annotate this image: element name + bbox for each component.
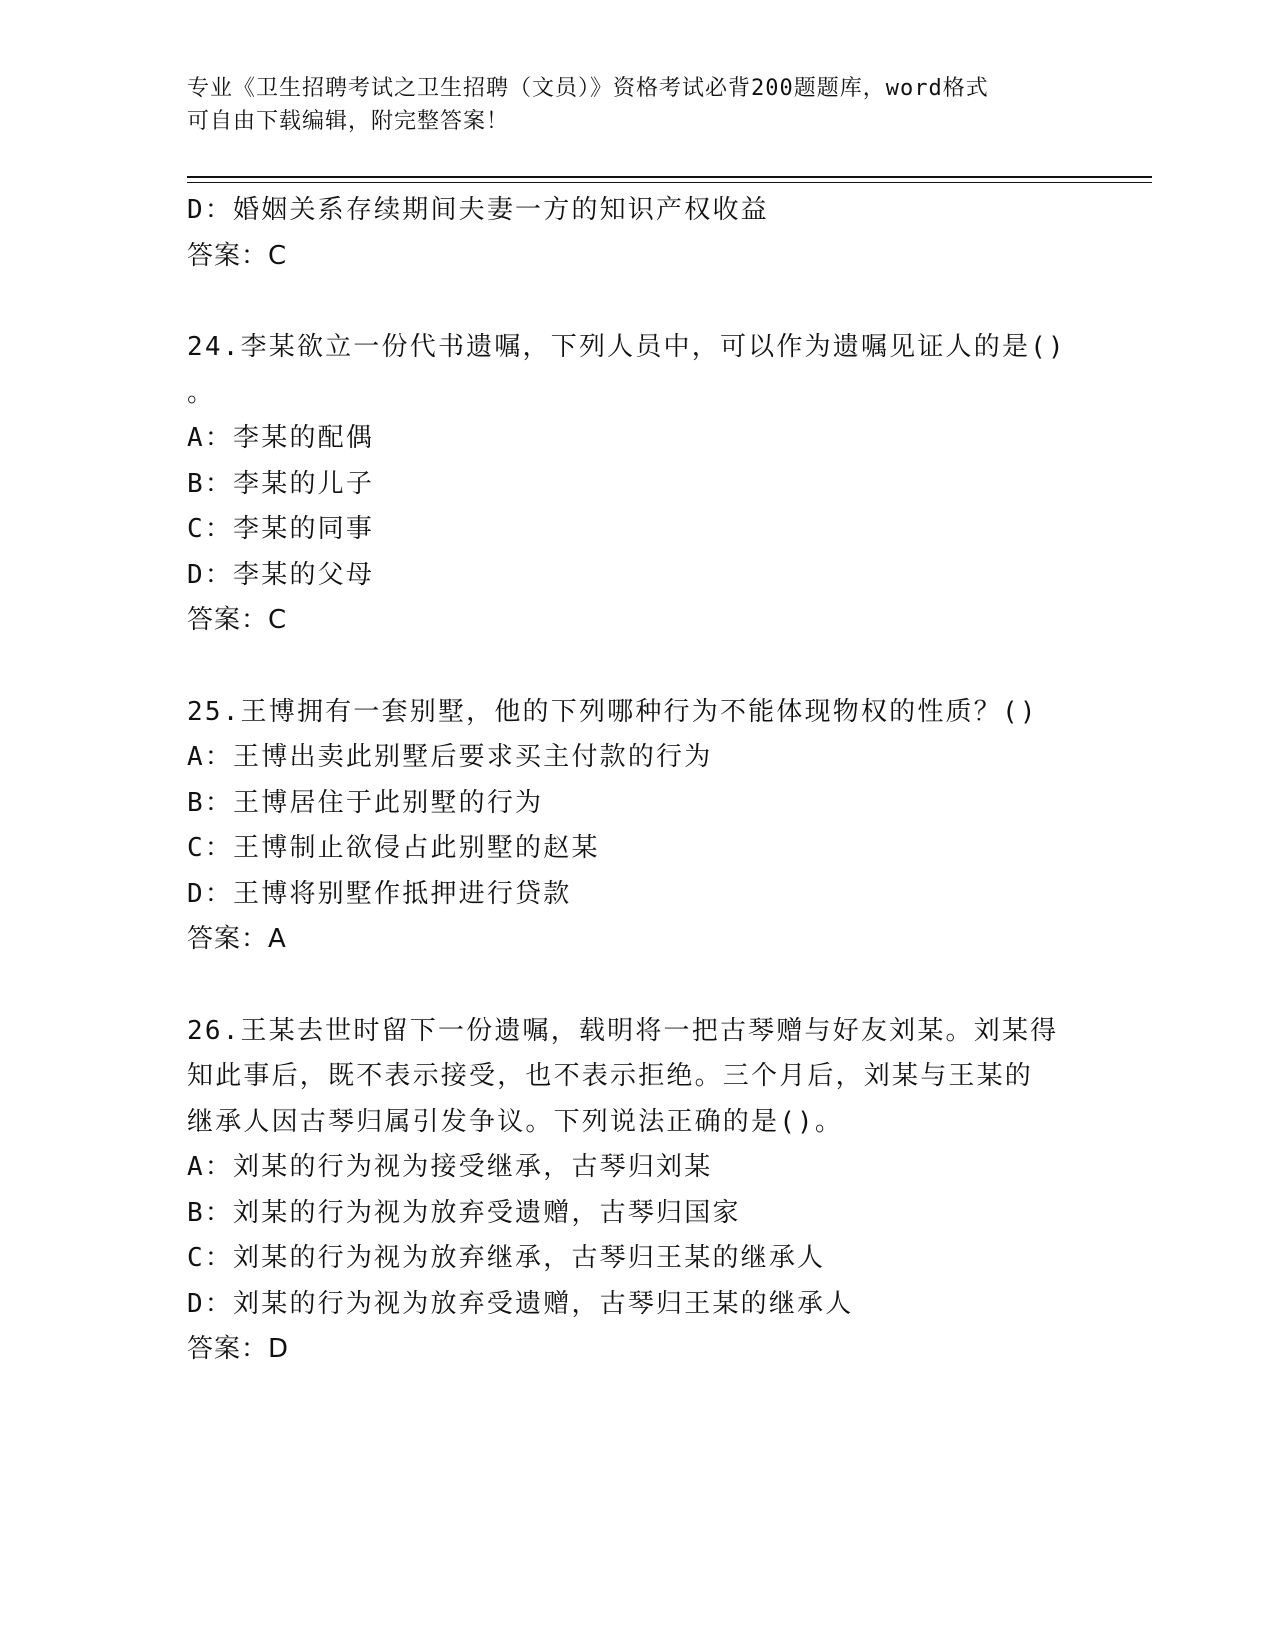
question-stem-cont: 。 [187, 377, 216, 408]
option-a: A：王博出卖此别墅后要求买主付款的行为 [187, 742, 713, 772]
question-stem: 26.王某去世时留下一份遗嘱，载明将一把古琴赠与好友刘某。刘某得 [187, 1015, 1059, 1046]
option-d: D：王博将别墅作抵押进行贷款 [187, 878, 572, 909]
option-d: D：刘某的行为视为放弃受遗赠，古琴归王某的继承人 [187, 1288, 854, 1319]
option-b: B：刘某的行为视为放弃受遗赠，古琴归国家 [187, 1197, 741, 1228]
option-a: A：李某的配偶 [187, 423, 375, 453]
question-24 [187, 325, 1087, 644]
question-content [187, 188, 1087, 1373]
option-a: A：刘某的行为视为接受继承，古琴归刘某 [187, 1152, 713, 1182]
header-rule-thin [187, 182, 1152, 183]
question-stem: 25.王博拥有一套别墅，他的下列哪种行为不能体现物权的性质？() [187, 696, 1038, 727]
question-25 [187, 690, 1087, 963]
header-line-1: 专业《卫生招聘考试之卫生招聘（文员）》资格考试必背200题题库，word格式 [187, 76, 989, 101]
document-header [187, 72, 1107, 138]
option-c: C：李某的同事 [187, 514, 375, 544]
option-c: C：刘某的行为视为放弃继承，古琴归王某的继承人 [187, 1243, 826, 1273]
header-rule-thick [187, 176, 1152, 178]
question-26 [187, 1009, 1087, 1373]
answer: 答案：C [187, 605, 288, 635]
option-d: D：李某的父母 [187, 559, 375, 590]
question-23 [187, 188, 1087, 279]
answer: 答案：D [187, 1334, 290, 1364]
question-stem-cont: 知此事后，既不表示接受，也不表示拒绝。三个月后，刘某与王某的 [187, 1061, 1034, 1091]
option-c: C：王博制止欲侵占此别墅的赵某 [187, 833, 600, 863]
header-line-2: 可自由下载编辑，附完整答案！ [187, 109, 510, 134]
answer: 答案：A [187, 924, 287, 954]
option-d: D：婚姻关系存续期间夫妻一方的知识产权收益 [187, 195, 769, 225]
option-b: B：李某的儿子 [187, 468, 375, 499]
question-stem: 24.李某欲立一份代书遗嘱，下列人员中，可以作为遗嘱见证人的是() [187, 332, 1066, 362]
option-b: B：王博居住于此别墅的行为 [187, 787, 544, 818]
question-stem-cont: 继承人因古琴归属引发争议。下列说法正确的是()。 [187, 1106, 844, 1137]
answer: 答案：C [187, 240, 288, 271]
